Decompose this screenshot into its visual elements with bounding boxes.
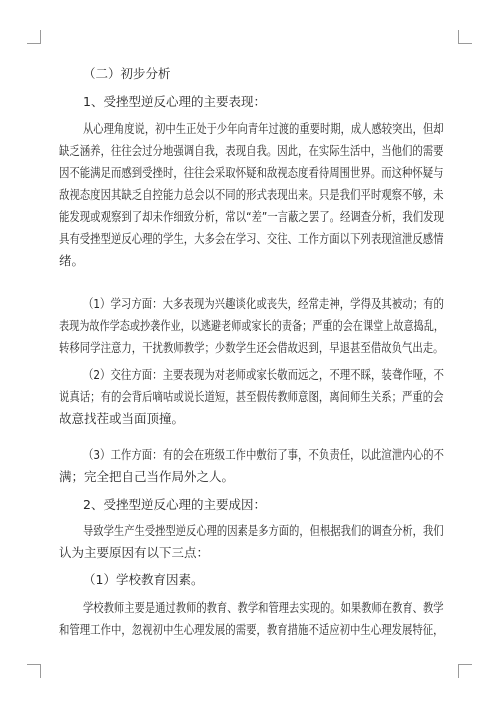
section-heading: （二）初步分析 — [83, 66, 171, 81]
paragraph-line: 导致学生产生受挫型逆反心理的因素是多方面的，但根据我们的调查分析，我们 — [83, 523, 444, 538]
paragraph-line: 认为主要原因有以下三点： — [59, 545, 210, 560]
subheading-1: 1、受挫型逆反心理的主要表现： — [83, 94, 266, 109]
crop-mark-bottom-right — [458, 664, 459, 678]
paragraph-line: 敌视态度因其缺乏自控能力总会以不同的形式表现出来。只是我们平时观察不够，未 — [59, 187, 444, 202]
crop-mark-bottom-left — [40, 664, 41, 678]
paragraph-line: （3）工作方面：有的会在班级工作中敷衍了事，不负责任，以此渲泄内心的不 — [83, 447, 444, 462]
paragraph-line: （2）交往方面：主要表现为对老师或家长敬而远之，不理不睬，装聋作哑，不 — [83, 367, 444, 382]
crop-mark-top-left — [40, 30, 41, 44]
crop-mark-top-right — [458, 43, 472, 44]
paragraph-line: （1）学习方面：大多表现为兴趣谈化或丧失，经常走神，学得及其被动；有的 — [83, 296, 444, 311]
paragraph-line: 因不能满足而感到受挫时，往往会采取怀疑和敌视态度看待周围世界。而这种怀疑与 — [59, 165, 444, 180]
paragraph-line: 学校教师主要是通过教师的教育、教学和管理去实现的。如果教师在教育、教学 — [83, 600, 444, 615]
paragraph-line: 缺乏涵养，往往会过分地强调自我，表现自我。因此，在实际生活中，当他们的需要 — [59, 143, 444, 158]
paragraph-line: 表现为故作学态或抄袭作业，以逃避老师或家长的责备；严重的会在课堂上故意捣乱， — [59, 318, 445, 333]
crop-mark-top-right — [458, 30, 459, 44]
paragraph-line: 能发现或观察到了却未作细致分析，常以“差”一言蔽之罢了。经调查分析，我们发现 — [59, 209, 444, 224]
subheading-2: 2、受挫型逆反心理的主要成因： — [83, 497, 266, 512]
paragraph-line: 绪。 — [59, 253, 85, 268]
paragraph-line: 故意找茬或当面顶撞。 — [59, 411, 185, 426]
crop-mark-top-left — [27, 43, 41, 44]
paragraph-line: 说真话；有的会背后嘀咕或说长道短，甚至假传教师意图，离间师生关系；严重的会 — [59, 389, 444, 404]
crop-mark-bottom-right — [458, 664, 472, 665]
paragraph-line: 具有受挫型逆反心理的学生，大多会在学习、交往、工作方面以下列表现渲泄反感情 — [59, 231, 444, 246]
paragraph-line: 满；完全把自己当作局外之人。 — [59, 469, 235, 484]
paragraph-line: 转移同学注意力，干扰教师教学；少数学生还会借故迟到，早退甚至借故负气出走。 — [59, 340, 444, 355]
paragraph-line: 和管理工作中，忽视初中生心理发展的需要，教育措施不适应初中生心理发展特征， — [59, 622, 444, 637]
paragraph-line: 从心理角度说，初中生正处于少年向青年过渡的重要时期，成人感较突出，但却 — [83, 121, 444, 136]
crop-mark-bottom-left — [27, 664, 41, 665]
paragraph-line: （1）学校教育因素。 — [83, 572, 204, 587]
